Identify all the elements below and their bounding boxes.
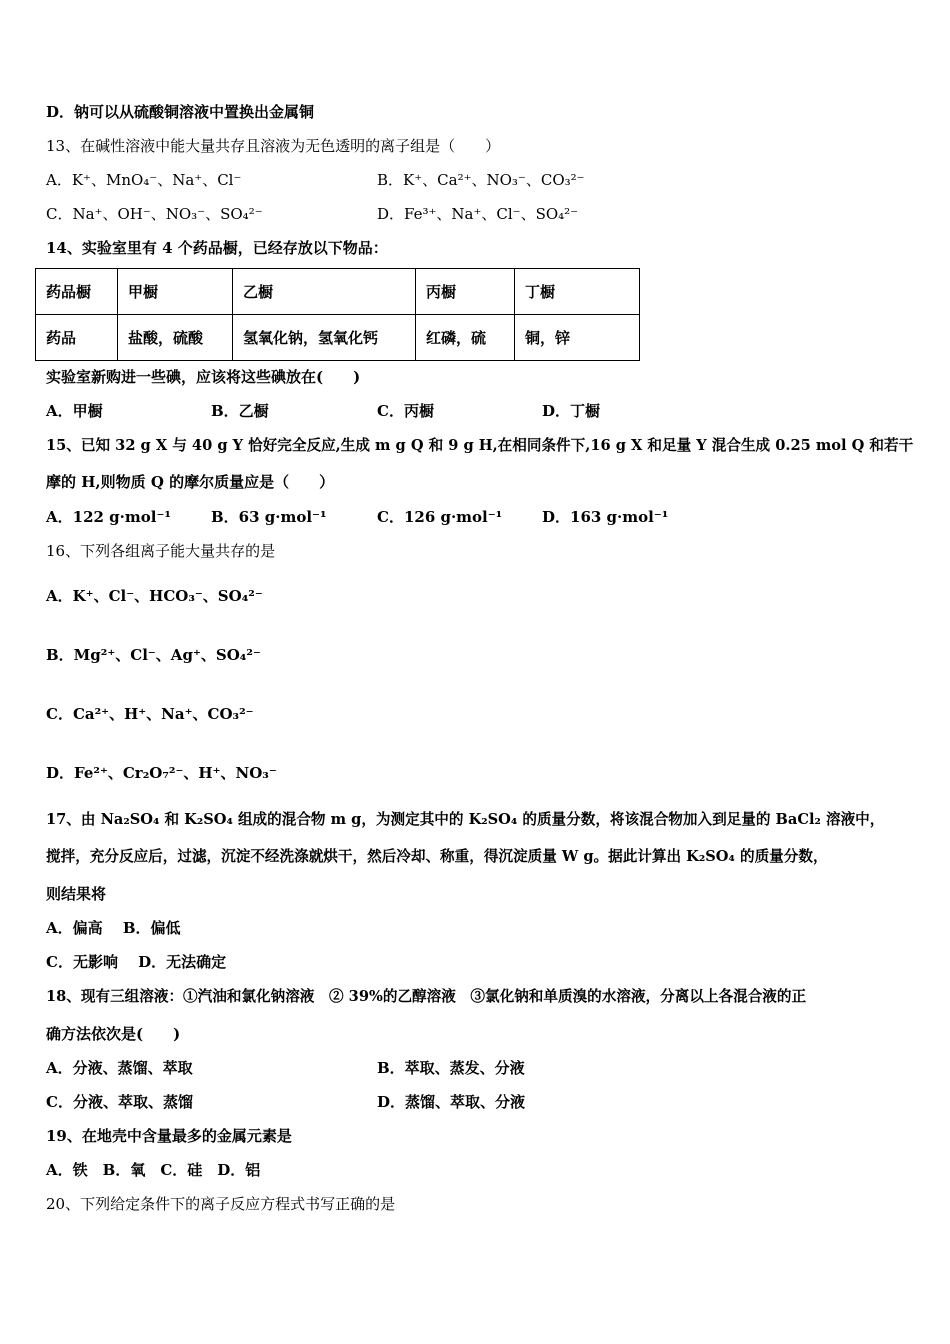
q18-option-d: D．蒸馏、萃取、分液 — [377, 1093, 526, 1111]
q20-stem: 20、下列给定条件下的离子反应方程式书写正确的是 — [46, 1195, 396, 1213]
q18-stem-line2: 确方法依次是( ) — [46, 1025, 181, 1043]
q15-option-a: A．122 g·mol⁻¹ — [46, 508, 171, 526]
q17-stem-line2: 搅拌，充分反应后，过滤，沉淀不经洗涤就烘干，然后冷却、称重，得沉淀质量 W g。据此计算出 K₂SO₄ 的质量分数， — [46, 848, 828, 865]
q16-option-c: C．Ca²⁺、H⁺、Na⁺、CO₃²⁻ — [46, 705, 254, 723]
q14-option-b: B．乙橱 — [211, 402, 269, 420]
table-cell: 氢氧化钠，氢氧化钙 — [233, 315, 416, 361]
table-cell: 丁橱 — [515, 269, 640, 315]
q15-option-d: D．163 g·mol⁻¹ — [542, 508, 669, 526]
q14-option-d: D．丁橱 — [542, 402, 601, 420]
table-cell: 盐酸，硫酸 — [118, 315, 233, 361]
q14-stem: 14、实验室里有 4 个药品橱，已经存放以下物品： — [46, 239, 388, 257]
table-row — [36, 315, 640, 361]
q13-option-c: C．Na⁺、OH⁻、NO₃⁻、SO₄²⁻ — [46, 205, 263, 223]
q15-stem-line1: 15、已知 32 g X 与 40 g Y 恰好完全反应,生成 m g Q 和 9 g H,在相同条件下,16 g X 和足量 Y 混合生成 0.25 mol Q 和若干 — [46, 437, 914, 454]
q14-option-c: C．丙橱 — [377, 402, 434, 420]
q16-option-a: A．K⁺、Cl⁻、HCO₃⁻、SO₄²⁻ — [46, 587, 263, 605]
q18-option-a: A．分液、蒸馏、萃取 — [46, 1059, 193, 1077]
q17-stem-line3: 则结果将 — [46, 885, 107, 903]
table-cell: 铜，锌 — [515, 315, 640, 361]
q15-stem-line2: 摩的 H,则物质 Q 的摩尔质量应是（ ） — [46, 473, 335, 491]
q12-option-d: D．钠可以从硫酸铜溶液中置换出金属铜 — [46, 103, 315, 121]
q13-option-b: B．K⁺、Ca²⁺、NO₃⁻、CO₃²⁻ — [377, 171, 585, 189]
q14-option-a: A．甲橱 — [46, 402, 103, 420]
table-cell: 甲橱 — [118, 269, 233, 315]
table-cell: 红磷，硫 — [416, 315, 515, 361]
table-cell: 丙橱 — [416, 269, 515, 315]
q15-option-b: B．63 g·mol⁻¹ — [211, 508, 327, 526]
q13-option-a: A．K⁺、MnO₄⁻、Na⁺、Cl⁻ — [46, 171, 242, 189]
cabinet-table — [35, 268, 640, 361]
q19-options: A．铁 B．氧 C．硅 D．铝 — [46, 1161, 261, 1179]
q14-question: 实验室新购进一些碘，应该将这些碘放在( ) — [46, 368, 361, 386]
q18-option-b: B．萃取、蒸发、分液 — [377, 1059, 525, 1077]
q17-options-cd: C．无影响 D．无法确定 — [46, 953, 227, 971]
q17-stem-line1: 17、由 Na₂SO₄ 和 K₂SO₄ 组成的混合物 m g，为测定其中的 K₂SO₄ 的质量分数，将该混合物加入到足量的 BaCl₂ 溶液中， — [46, 811, 885, 828]
q16-option-b: B．Mg²⁺、Cl⁻、Ag⁺、SO₄²⁻ — [46, 646, 261, 664]
table-cell: 乙橱 — [233, 269, 416, 315]
table-cell: 药品橱 — [36, 269, 118, 315]
q18-option-c: C．分液、萃取、蒸馏 — [46, 1093, 193, 1111]
q17-options-ab: A．偏高 B．偏低 — [46, 919, 181, 937]
q18-stem-line1: 18、现有三组溶液：①汽油和氯化钠溶液 ② 39%的乙醇溶液 ③氯化钠和单质溴的水溶液，分离以上各混合液的正 — [46, 988, 807, 1005]
q16-stem: 16、下列各组离子能大量共存的是 — [46, 542, 276, 560]
q19-stem: 19、在地壳中含量最多的金属元素是 — [46, 1127, 292, 1145]
q13-stem: 13、在碱性溶液中能大量共存且溶液为无色透明的离子组是（ ） — [46, 137, 501, 155]
table-cell: 药品 — [36, 315, 118, 361]
q15-option-c: C．126 g·mol⁻¹ — [377, 508, 503, 526]
q13-option-d: D．Fe³⁺、Na⁺、Cl⁻、SO₄²⁻ — [377, 205, 579, 223]
q16-option-d: D．Fe²⁺、Cr₂O₇²⁻、H⁺、NO₃⁻ — [46, 764, 277, 782]
table-row — [36, 269, 640, 315]
